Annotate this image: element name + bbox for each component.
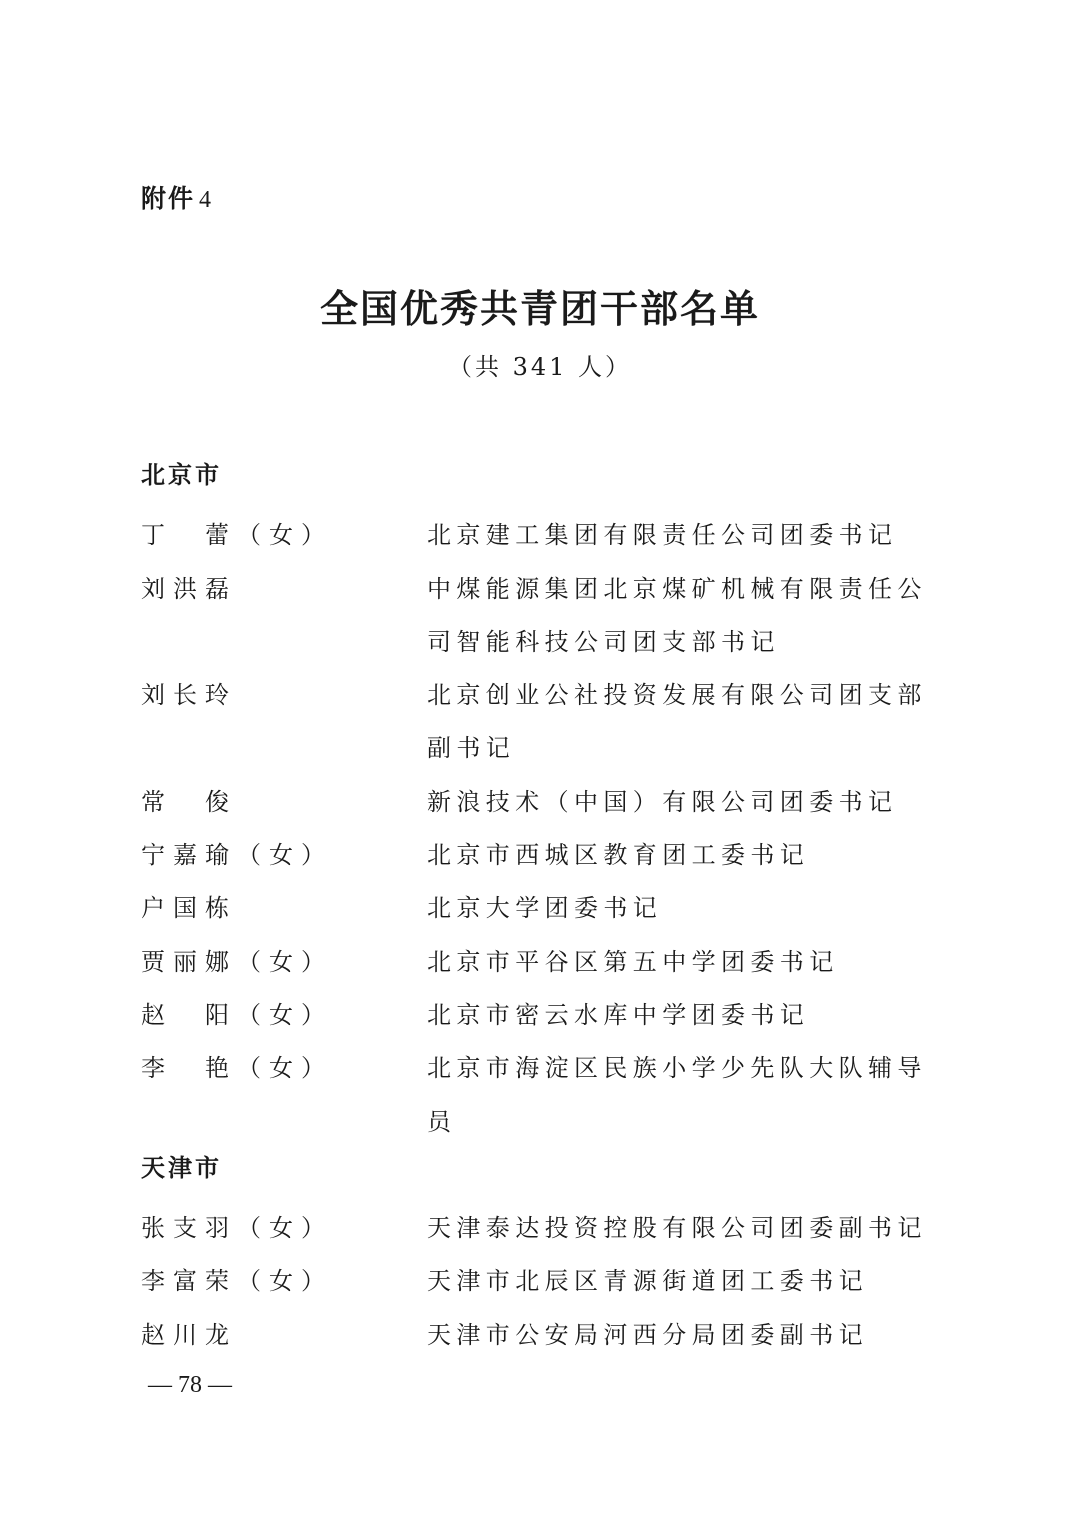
document-subtitle: （共 341 人） xyxy=(447,353,633,381)
honoree-unit: 北京市密云水库中学团委书记 xyxy=(427,1000,810,1029)
honoree-unit: 新浪技术（中国）有限公司团委书记 xyxy=(427,787,898,816)
list-item xyxy=(141,989,941,1042)
list-item xyxy=(141,1255,941,1308)
honoree-name: 赵 阳（女） xyxy=(141,1000,333,1029)
list-item xyxy=(141,563,941,670)
honoree-unit: 北京建工集团有限责任公司团委书记 xyxy=(427,521,898,550)
honoree-name: 宁嘉瑜（女） xyxy=(141,841,333,870)
attachment-number: 4 xyxy=(199,187,214,213)
honoree-name: 户国栋 xyxy=(141,894,237,923)
list-item xyxy=(141,1309,941,1362)
page-number: — 78 — xyxy=(148,1372,232,1398)
attachment-label xyxy=(141,182,213,217)
honoree-unit: 天津泰达投资控股有限公司团委副书记 xyxy=(427,1214,927,1243)
honoree-unit: 北京市西城区教育团工委书记 xyxy=(427,841,810,870)
honoree-name: 丁 蕾（女） xyxy=(141,521,333,550)
list-item xyxy=(141,1042,941,1149)
honoree-unit: 北京创业公社投资发展有限公司团支部副书记 xyxy=(427,681,927,763)
region-heading-tianjin: 天津市 xyxy=(141,1153,222,1182)
honoree-name: 李 艳（女） xyxy=(141,1054,333,1083)
list-item xyxy=(141,669,941,776)
list-item xyxy=(141,509,941,562)
honoree-unit: 北京市海淀区民族小学少先队大队辅导员 xyxy=(427,1054,927,1136)
list-item xyxy=(141,936,941,989)
honoree-list xyxy=(141,456,941,1362)
list-item xyxy=(141,882,941,935)
honoree-unit: 天津市公安局河西分局团委副书记 xyxy=(427,1320,868,1349)
document-title: 全国优秀共青团干部名单 xyxy=(319,286,760,331)
list-item xyxy=(141,776,941,829)
honoree-name: 张支羽（女） xyxy=(141,1214,333,1243)
honoree-name: 赵川龙 xyxy=(141,1320,237,1349)
list-item xyxy=(141,1202,941,1255)
honoree-name: 李富荣（女） xyxy=(141,1267,333,1296)
attachment-label-text: 附件 xyxy=(141,184,196,213)
honoree-unit: 北京大学团委书记 xyxy=(427,894,663,923)
honoree-name: 刘洪磊 xyxy=(141,574,237,603)
honoree-unit: 中煤能源集团北京煤矿机械有限责任公司智能科技公司团支部书记 xyxy=(427,574,927,656)
honoree-unit: 天津市北辰区青源街道团工委书记 xyxy=(427,1267,868,1296)
list-item xyxy=(141,829,941,882)
honoree-name: 刘长玲 xyxy=(141,681,237,710)
honoree-unit: 北京市平谷区第五中学团委书记 xyxy=(427,947,839,976)
honoree-name: 常 俊 xyxy=(141,787,237,816)
region-heading-beijing: 北京市 xyxy=(141,461,222,489)
honoree-name: 贾丽娜（女） xyxy=(141,947,333,976)
